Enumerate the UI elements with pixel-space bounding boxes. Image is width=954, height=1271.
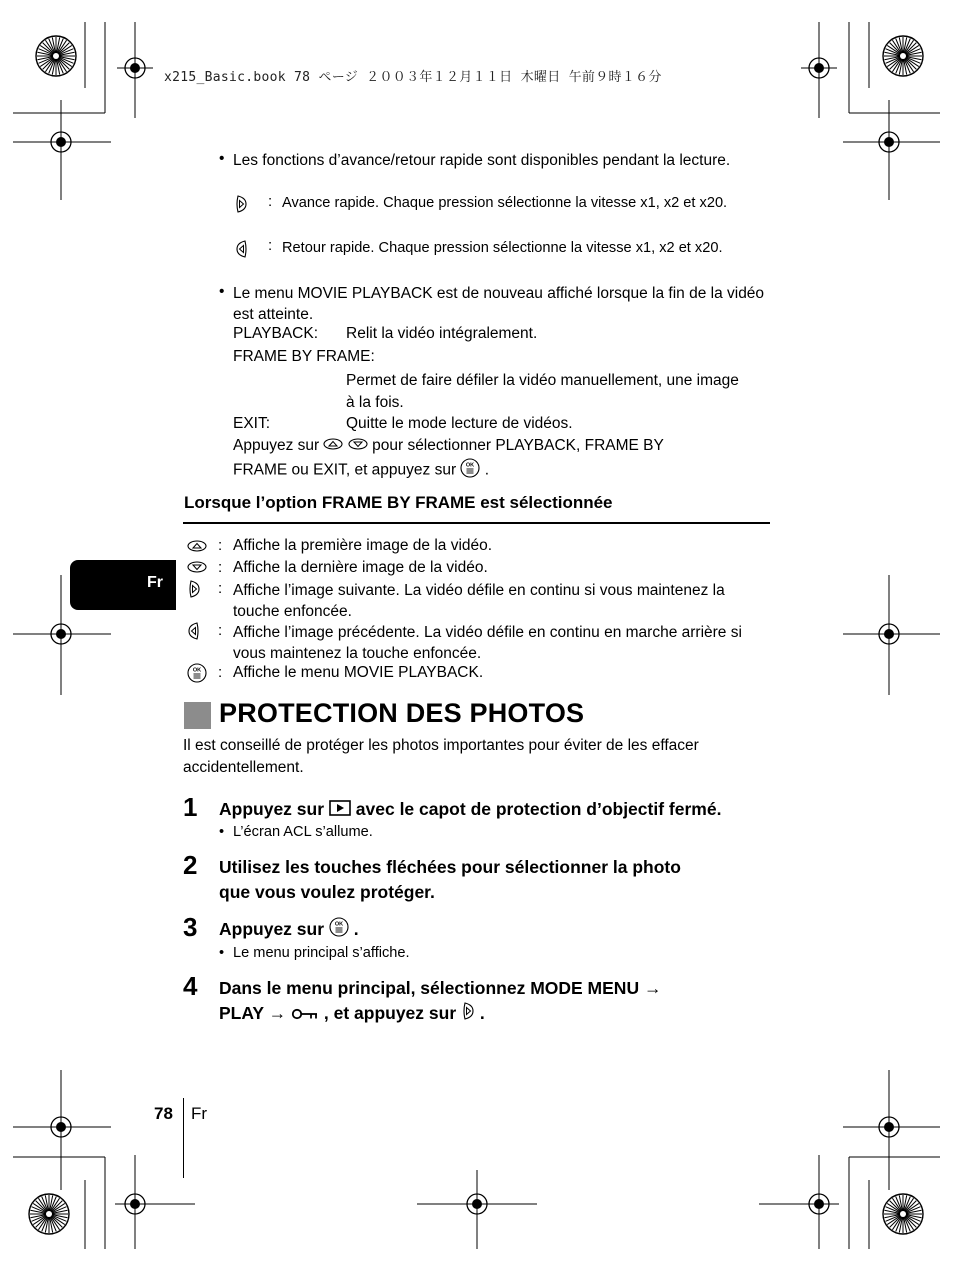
frame-by-frame-subheading: Lorsque l’option FRAME BY FRAME est sélectionnée <box>184 493 613 512</box>
bullet-marker: • <box>219 283 225 300</box>
bullet-marker: • <box>219 945 225 961</box>
svg-text:OK: OK <box>192 667 202 674</box>
colon: : <box>218 580 223 597</box>
section-title: PROTECTION DES PHOTOS <box>219 698 585 728</box>
ok-menu-button-icon <box>187 663 207 683</box>
playback-text: Relit la vidéo intégralement. <box>346 325 538 342</box>
colon: : <box>218 537 223 554</box>
up-arrow-button-icon <box>323 437 343 455</box>
step-number: 2 <box>183 850 198 880</box>
right-arrow-button-icon <box>234 194 248 214</box>
frame-by-frame-label: FRAME BY FRAME: <box>233 348 375 365</box>
frame-ok-text: Affiche le menu MOVIE PLAYBACK. <box>233 664 484 681</box>
step-text: . <box>353 919 359 940</box>
colon: : <box>218 622 223 639</box>
colon: : <box>268 193 273 210</box>
side-tab-label: Fr <box>147 574 163 591</box>
step-number: 1 <box>183 792 198 822</box>
up-arrow-button-icon <box>187 540 207 552</box>
page-number: 78 <box>154 1104 173 1123</box>
step-text: Appuyez sur <box>219 799 325 819</box>
step-1-note: L’écran ACL s’allume. <box>233 824 373 840</box>
frame-up-text: Affiche la première image de la vidéo. <box>233 537 493 554</box>
step-2-line-1: Utilisez les touches fléchées pour sélectionner la photo <box>219 857 681 877</box>
frame-right-text: Affiche l’image suivante. La vidéo défile en continu si vous maintenez la touche enfoncée. <box>233 582 725 620</box>
down-arrow-button-icon <box>348 437 368 455</box>
frame-left-text: Affiche l’image précédente. La vidéo défile en continu en marche arrière si vous maintenez la touche enfoncée. <box>233 624 742 662</box>
step-3-note: Le menu principal s’affiche. <box>233 945 410 961</box>
footer-language: Fr <box>191 1104 208 1123</box>
bullet-marker: • <box>219 150 225 167</box>
frame-by-frame-text: Permet de faire défiler la vidéo manuellement, une image à la fois. <box>346 372 739 411</box>
step-3-text <box>219 917 359 944</box>
fast-forward-description: Avance rapide. Chaque pression sélectionne la vitesse x1, x2 et x20. <box>282 195 728 211</box>
ok-menu-button-icon <box>329 917 349 944</box>
colon: : <box>268 237 273 254</box>
left-arrow-button-icon <box>187 621 201 641</box>
colon: : <box>218 559 223 576</box>
step-number: 4 <box>183 971 198 1001</box>
section-intro: Il est conseillé de protéger les photos importantes pour éviter de les effacer accidentellement. <box>183 737 699 776</box>
print-header: x215_Basic.book 78 ページ ２００３年１２月１１日 木曜日 午前９時１６分 <box>164 70 662 85</box>
intro-bullet-fast-playback: Les fonctions d’avance/retour rapide sont disponibles pendant la lecture. <box>233 152 731 169</box>
down-arrow-button-icon <box>187 561 207 573</box>
left-arrow-button-icon <box>235 239 249 259</box>
protect-key-icon <box>291 1002 319 1027</box>
bullet-marker: • <box>219 824 225 840</box>
playback-button-icon <box>329 798 351 823</box>
playback-label: PLAYBACK: <box>233 325 319 342</box>
step-text: Appuyez sur <box>219 919 325 940</box>
exit-label: EXIT: <box>233 415 271 432</box>
instruction-line-1 <box>233 437 664 455</box>
colon: : <box>218 664 223 681</box>
step-number: 3 <box>183 912 198 942</box>
intro-bullet-movie-menu: Le menu MOVIE PLAYBACK est de nouveau affiché lorsque la fin de la vidéo est atteinte. <box>233 285 765 323</box>
step-2-line-2: que vous voulez protéger. <box>219 882 435 902</box>
step-4-line-2 <box>219 1001 485 1028</box>
step-text: PLAY → <box>219 1003 287 1024</box>
frame-down-text: Affiche la dernière image de la vidéo. <box>233 559 488 576</box>
language-side-tab <box>70 560 176 610</box>
svg-text:OK: OK <box>466 462 475 469</box>
right-arrow-button-icon <box>187 579 201 599</box>
step-text: avec le capot de protection d’objectif fermé. <box>355 799 722 819</box>
ok-menu-button-icon <box>460 458 480 483</box>
right-arrow-button-icon <box>461 1001 475 1028</box>
step-1-text <box>219 797 721 823</box>
rewind-description: Retour rapide. Chaque pression sélectionne la vitesse x1, x2 et x20. <box>282 240 723 256</box>
svg-text:OK: OK <box>334 921 344 928</box>
footer-divider <box>183 1098 184 1178</box>
section-heading-marker <box>184 702 211 729</box>
step-4-line-1: Dans le menu principal, sélectionnez MODE MENU → <box>219 978 662 998</box>
instruction-text: . <box>484 461 490 479</box>
instruction-line-2 <box>233 458 489 483</box>
step-text: , et appuyez sur <box>323 1003 457 1024</box>
step-text: . <box>479 1003 485 1024</box>
instruction-text: FRAME ou EXIT, et appuyez sur <box>233 461 457 479</box>
instruction-text: Appuyez sur <box>233 437 320 455</box>
subheading-rule <box>183 522 770 524</box>
exit-text: Quitte le mode lecture de vidéos. <box>346 415 573 432</box>
instruction-text: pour sélectionner PLAYBACK, FRAME BY <box>372 437 664 455</box>
